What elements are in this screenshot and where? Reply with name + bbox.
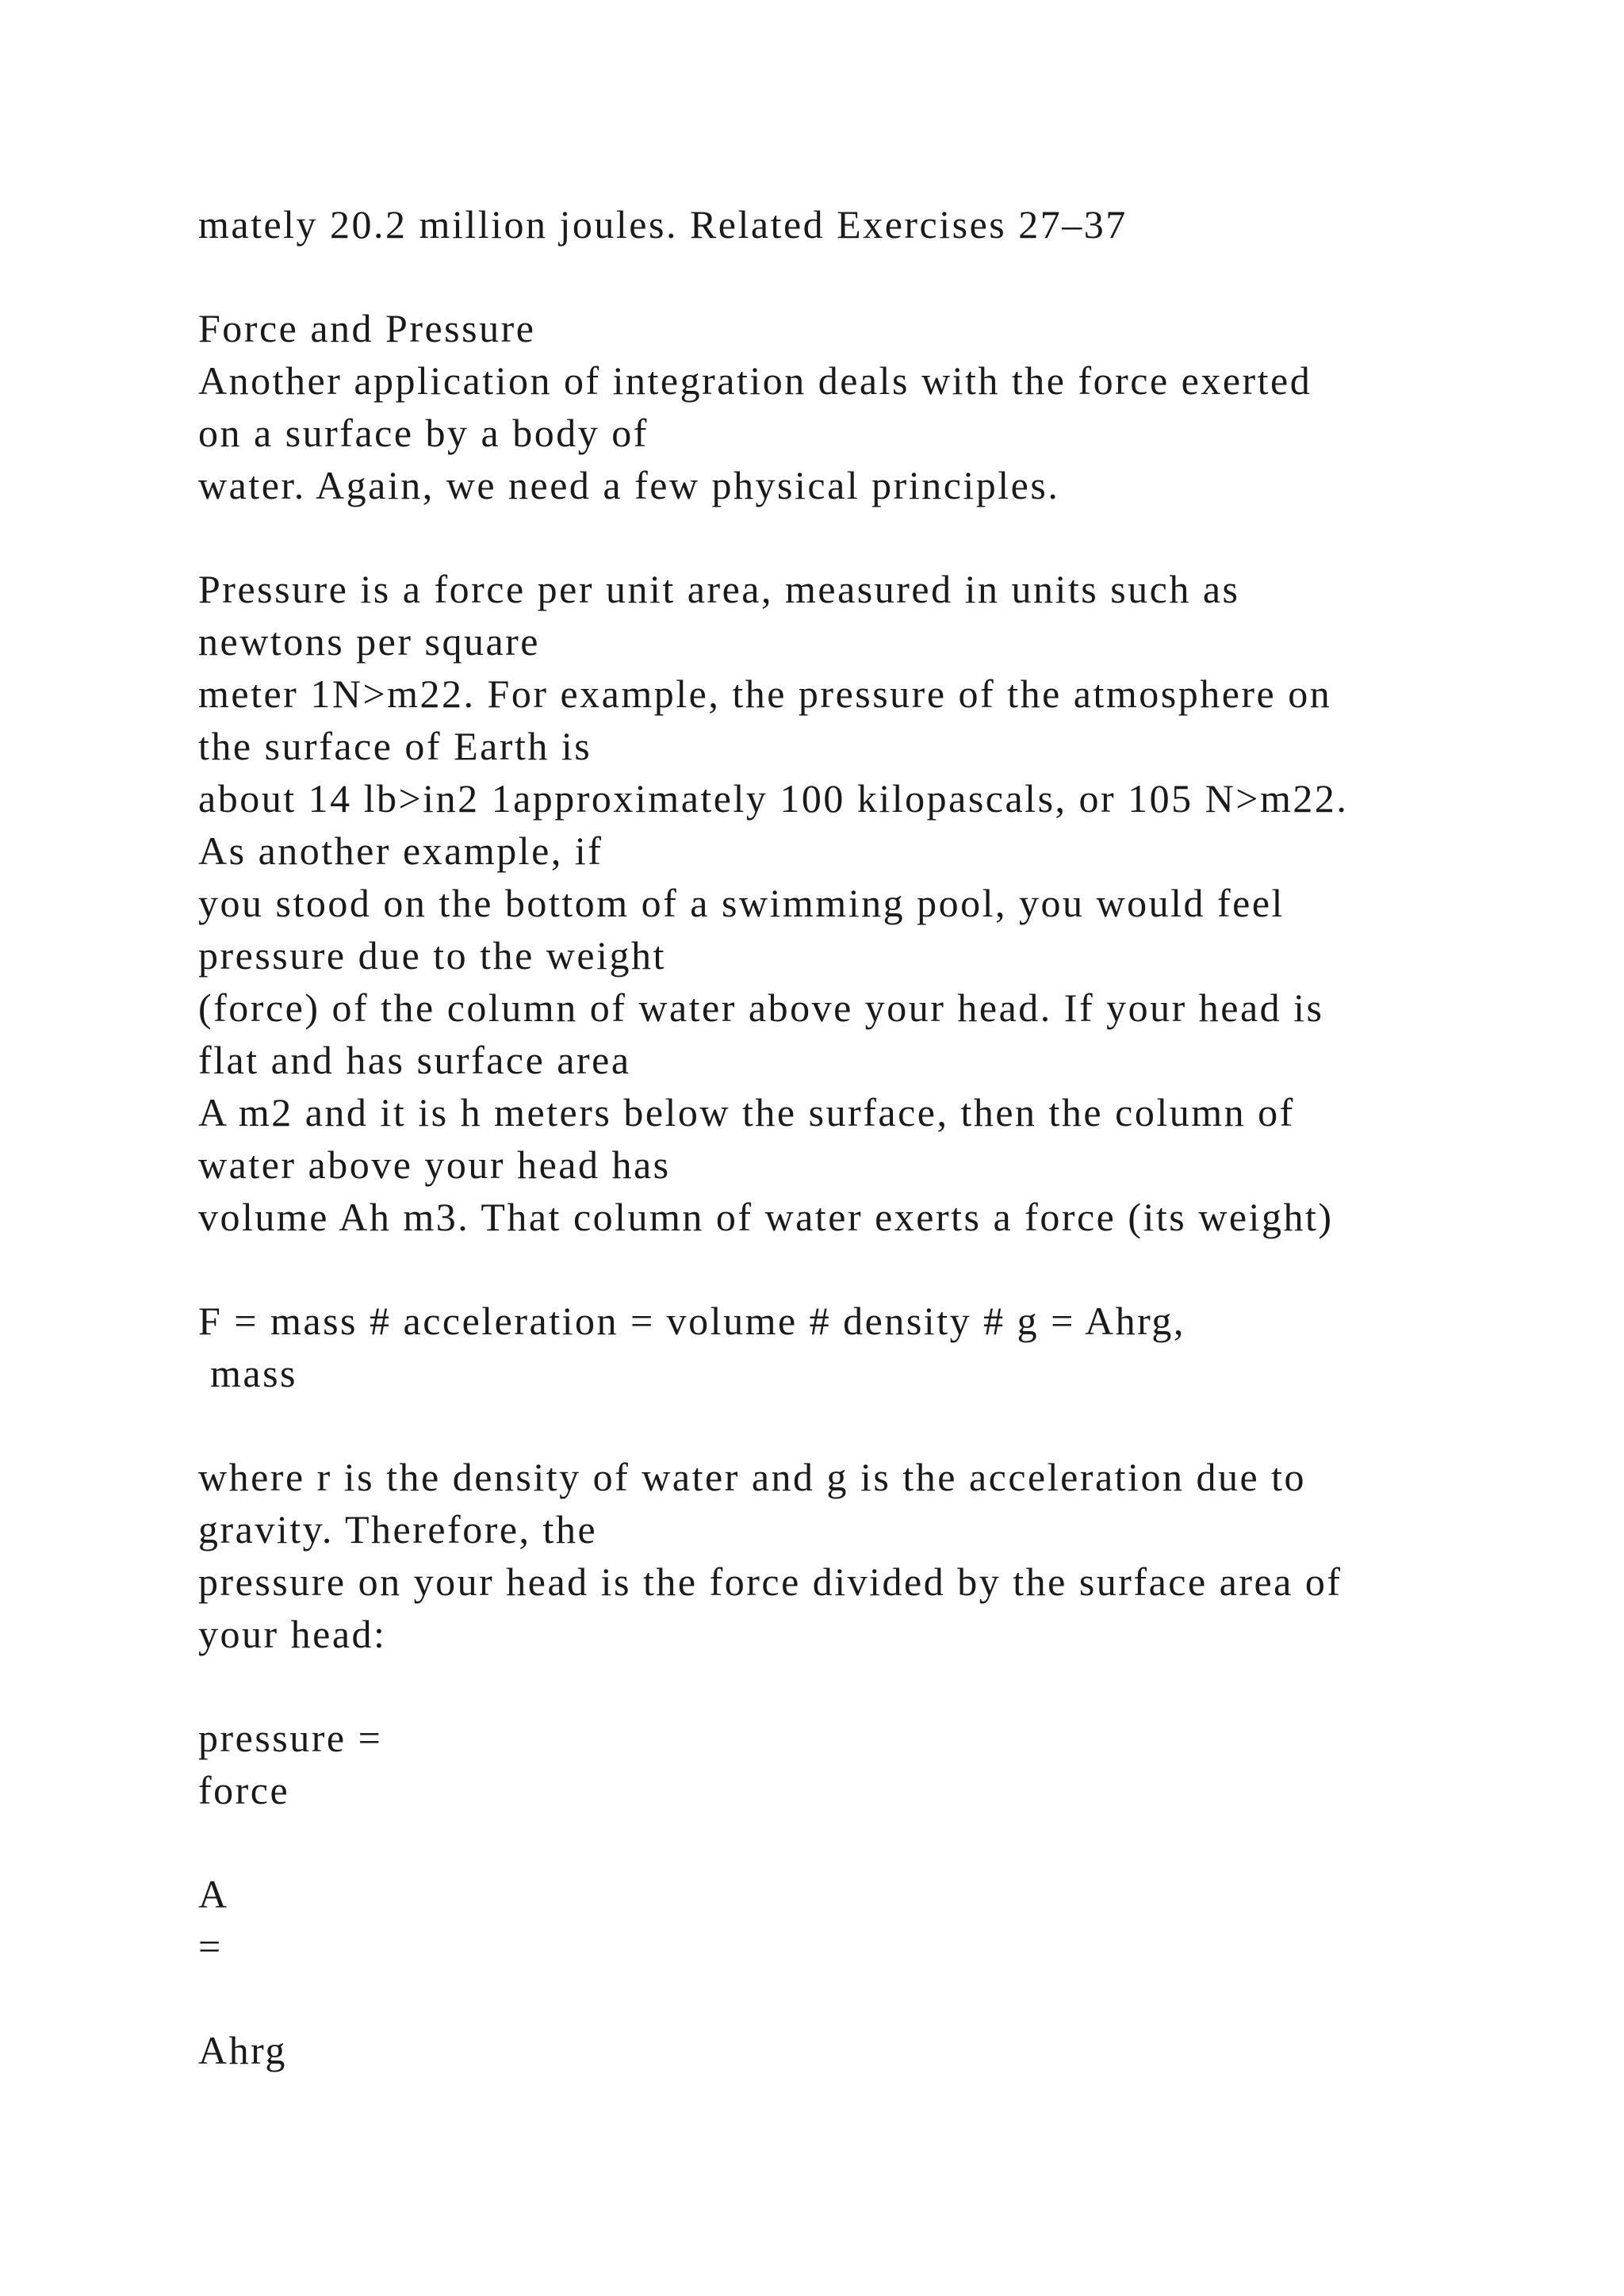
text-line: gravity. Therefore, the: [198, 1507, 598, 1552]
equation-line: F = mass # acceleration = volume # density # g = Ahrg,: [198, 1299, 1185, 1343]
text-line: about 14 lb>in2 1approximately 100 kilopascals, or 105 N>m22.: [198, 776, 1349, 821]
text-line: (force) of the column of water above your head. If your head is: [198, 985, 1324, 1030]
text-line: flat and has surface area: [198, 1038, 631, 1082]
formula-line: force: [198, 1768, 290, 1812]
text-line: A m2 and it is h meters below the surface, then the column of: [198, 1090, 1295, 1135]
text-line: volume Ah m3. That column of water exerts a force (its weight): [198, 1195, 1334, 1239]
section-heading: Force and Pressure: [198, 306, 536, 350]
text-line: mately 20.2 million joules. Related Exercises 27–37: [198, 202, 1128, 247]
text-line: on a surface by a body of: [198, 411, 649, 455]
formula-line: =: [198, 1924, 223, 1969]
equation-label: mass: [198, 1351, 297, 1395]
text-line: you stood on the bottom of a swimming pool, you would feel: [198, 881, 1285, 925]
text-line: the surface of Earth is: [198, 724, 592, 768]
formula-line: pressure =: [198, 1716, 383, 1760]
text-line: newtons per square: [198, 619, 540, 664]
text-line: water above your head has: [198, 1142, 671, 1187]
text-line: pressure due to the weight: [198, 933, 666, 978]
text-line: Pressure is a force per unit area, measured in units such as: [198, 567, 1240, 611]
formula-line: Ahrg: [198, 2028, 287, 2072]
formula-line: A: [198, 1872, 229, 1916]
text-line: your head:: [198, 1612, 387, 1656]
text-line: where r is the density of water and g is the acceleration due to: [198, 1455, 1307, 1499]
text-line: As another example, if: [198, 828, 603, 873]
text-line: meter 1N>m22. For example, the pressure of the atmosphere on: [198, 672, 1332, 716]
text-line: water. Again, we need a few physical principles.: [198, 463, 1060, 507]
text-line: Another application of integration deals with the force exerted: [198, 358, 1312, 403]
text-line: pressure on your head is the force divided by the surface area of: [198, 1559, 1342, 1604]
